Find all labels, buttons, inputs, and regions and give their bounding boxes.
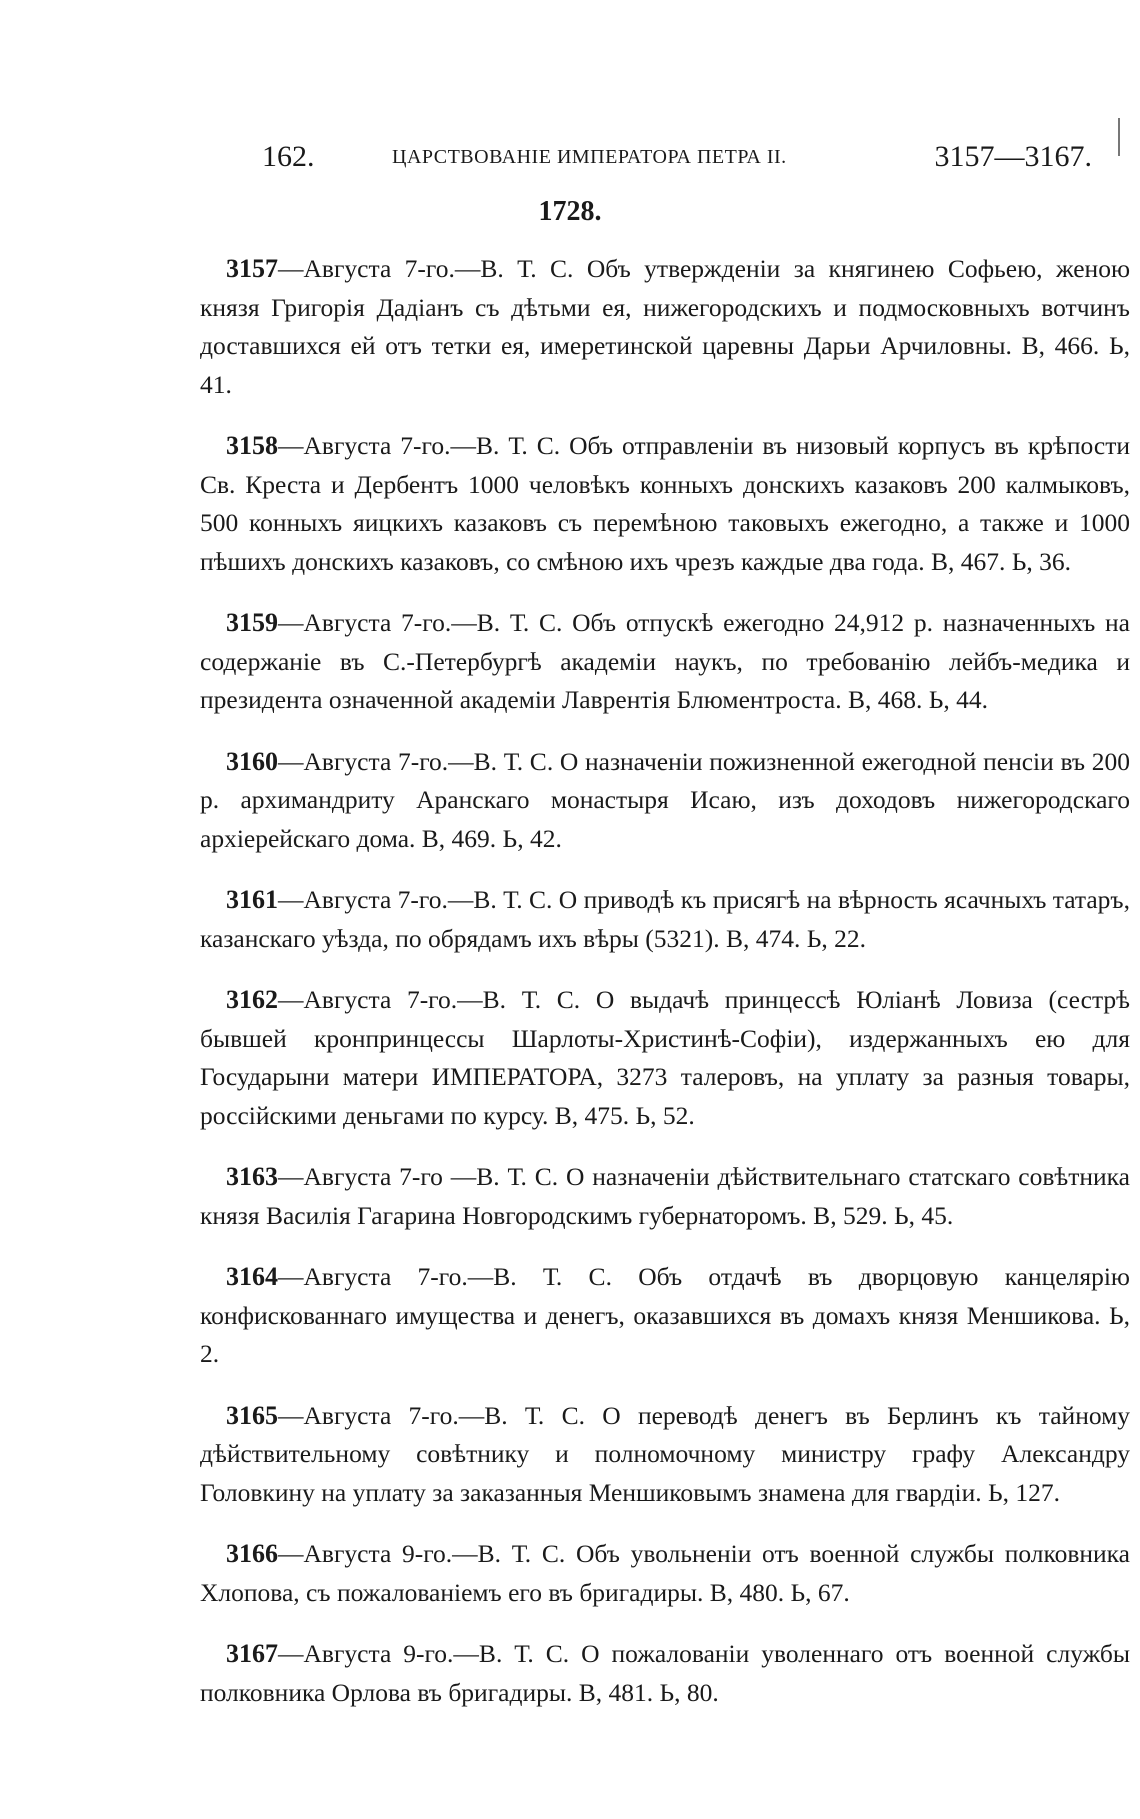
entry-3161 — [200, 881, 1130, 958]
entry-number: 3167 — [226, 1639, 278, 1668]
entry-text: —Августа 7-го.—В. Т. С. Объ отдачѣ въ дворцовую канцелярію конфискованнаго имущества и денегъ, оказавшихся въ домахъ князя Меншикова. Ь, 2. — [200, 1262, 1130, 1368]
entry-3158 — [200, 427, 1130, 581]
entry-number: 3166 — [226, 1539, 278, 1568]
entry-text: —Августа 7-го.—В. Т. С. О назначеніи пожизненной ежегодной пенсіи въ 200 р. архимандриту Аранскаго монастыря Исаю, изъ доходовъ нижегородскаго архіерейскаго дома. В, 469. Ь, 42. — [200, 746, 1130, 853]
running-title: ЦАРСТВОВАНІЕ ИМПЕРАТОРА ПЕТРА II. — [392, 146, 787, 168]
entry-number: 3159 — [226, 608, 278, 637]
entry-number: 3158 — [226, 431, 278, 460]
entries-list — [200, 250, 1130, 1735]
entry-3159 — [200, 604, 1130, 720]
entry-3163 — [200, 1158, 1130, 1235]
entry-3164 — [200, 1258, 1130, 1374]
entry-text: —Августа 9-го.—В. Т. С. О пожалованіи уволеннаго отъ военной службы полковника Орлова въ бригадиры. В, 481. Ь, 80. — [200, 1639, 1130, 1707]
entry-3160 — [200, 743, 1130, 859]
entry-3167 — [200, 1635, 1130, 1712]
entry-text: —Августа 7-го.—В. Т. С. Объ утвержденіи за княгинею Софьею, женою князя Григорія Дадіанъ съ дѣтьми ея, нижегородскихъ и подмосковныхъ вотчинъ доставшихся ей отъ тетки ея, имеретинской царевны Дарьи Арчиловны. В, 466. Ь, 41. — [200, 254, 1130, 399]
scan-edge-mark — [1118, 118, 1120, 156]
entry-number: 3160 — [226, 746, 278, 776]
year-heading: 1728. — [538, 196, 602, 227]
entry-text: —Августа 7-го.—В. Т. С. Объ отпускѣ ежегодно 24,912 р. назначенныхъ на содержаніе въ С.-Петербургѣ академіи наукъ, по требованію лейбъ-медика и президента означенной академіи Лаврентія Блюментроста. В, 468. Ь, 44. — [200, 608, 1130, 714]
page-number: 162. — [262, 140, 315, 173]
entry-text: —Августа 7-го —В. Т. С. О назначеніи дѣйствительнаго статскаго совѣтника князя Василія Гагарина Новгородскимъ губернаторомъ. В, 529. Ь, 45. — [200, 1162, 1130, 1230]
entry-text: —Августа 7-го.—В. Т. С. О переводѣ денегъ въ Берлинъ къ тайному дѣйствительному совѣтнику и полномочному министру графу Александру Головкину на уплату за заказанныя Меншиковымъ знамена для гвардіи. Ь, 127. — [200, 1400, 1130, 1507]
entry-text: —Августа 7-го.—В. Т. С. О выдачѣ принцессѣ Юліанѣ Ловиза (сестрѣ бывшей кронпринцессы Шарлоты-Христинѣ-Софіи), издержанныхъ ею для Государыни матери ИМПЕРАТОРА, 3273 талеровъ, на уплату за разныя товары, россійскими деньгами по курсу. В, 475. Ь, 52. — [200, 985, 1130, 1130]
entry-3166 — [200, 1535, 1130, 1612]
entry-3162 — [200, 981, 1130, 1135]
running-header — [262, 140, 1092, 180]
entry-number: 3161 — [226, 885, 278, 914]
entry-number: 3165 — [226, 1400, 278, 1430]
entry-3157 — [200, 250, 1130, 404]
entry-3165 — [200, 1397, 1130, 1513]
entry-text: —Августа 9-го.—В. Т. С. Объ увольненіи отъ военной службы полковника Хлопова, съ пожалованіемъ его въ бригадиры. В, 480. Ь, 67. — [200, 1539, 1130, 1607]
entry-range: 3157—3167. — [934, 140, 1092, 173]
entry-number: 3157 — [226, 254, 278, 283]
entry-text: —Августа 7-го.—В. Т. С. О приводѣ къ присягѣ на вѣрность ясачныхъ татаръ, казанскаго уѣзда, по обрядамъ ихъ вѣры (5321). В, 474. Ь, 22. — [200, 885, 1130, 953]
entry-number: 3163 — [226, 1162, 278, 1191]
entry-number: 3164 — [226, 1262, 278, 1291]
entry-text: —Августа 7-го.—В. Т. С. Объ отправленіи въ низовый корпусъ въ крѣпости Св. Креста и Дербентъ 1000 человѣкъ конныхъ донскихъ казаковъ 200 калмыковъ, 500 конныхъ яицкихъ казаковъ съ перемѣною таковыхъ ежегодно, а также и 1000 пѣшихъ донскихъ казаковъ, со смѣною ихъ чрезъ каждые два года. В, 467. Ь, 36. — [200, 431, 1130, 576]
entry-number: 3162 — [226, 985, 278, 1014]
